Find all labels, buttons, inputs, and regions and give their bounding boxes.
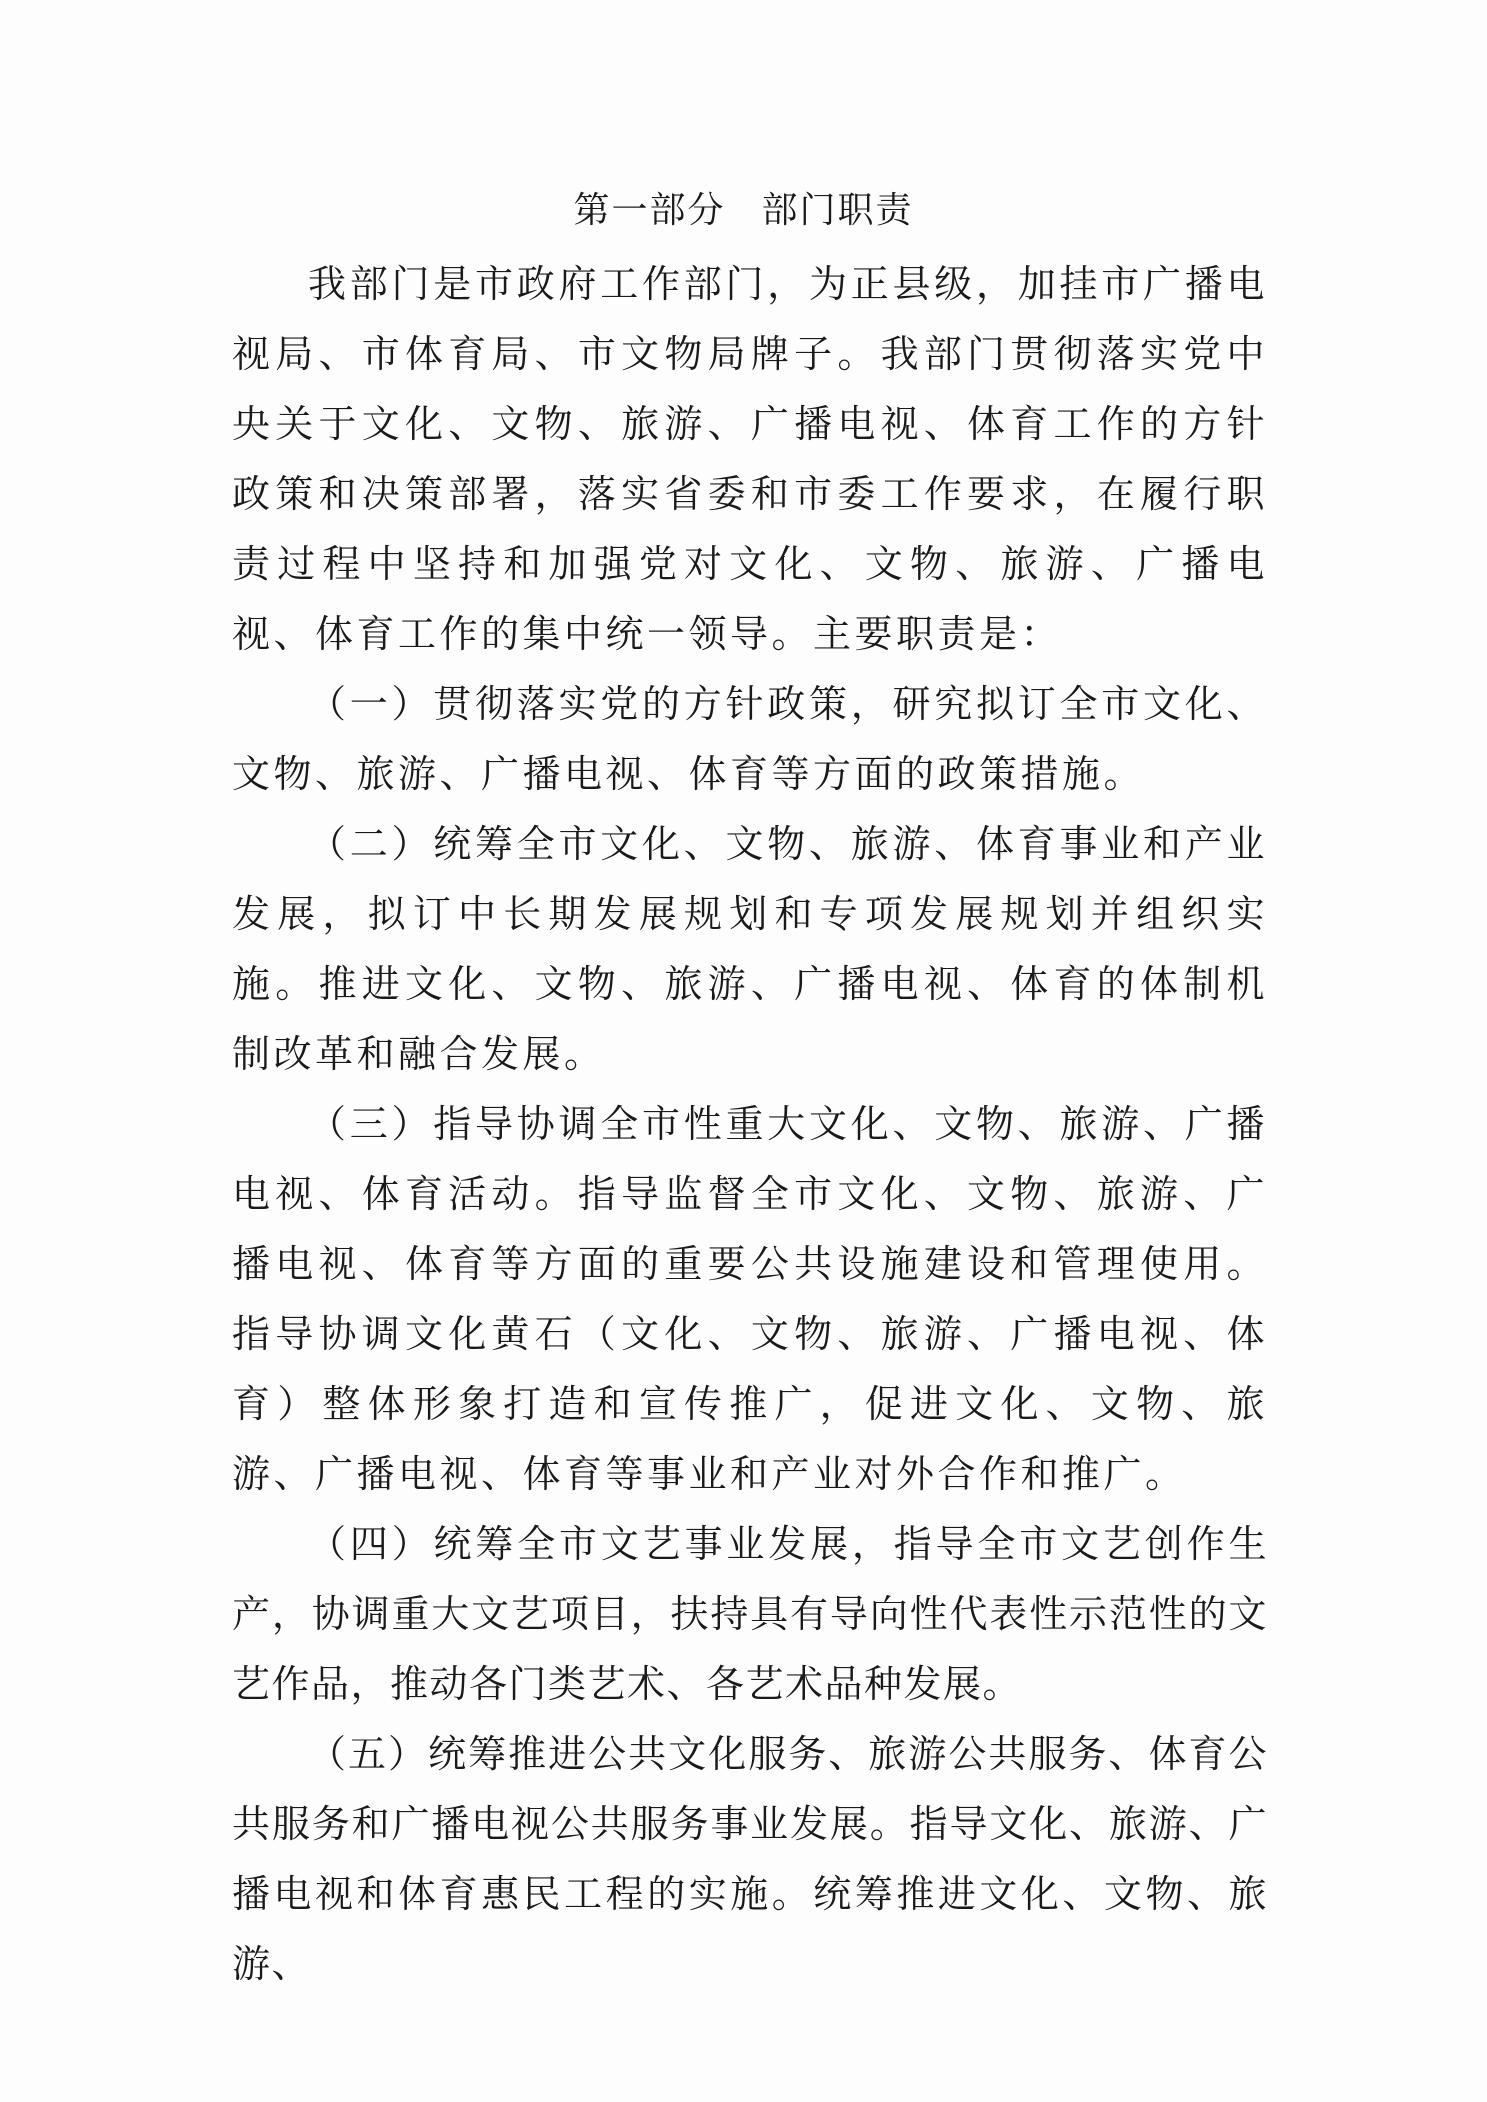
heading-part-number: 第一部分 [573,190,726,231]
paragraph-item-4: （四）统筹全市文艺事业发展，指导全市文艺创作生产，协调重大文艺项目，扶持具有导向性代表性示范性的文艺作品，推动各门类艺术、各艺术品种发展。 [232,1522,1268,1706]
heading-section-name: 部门职责 [761,190,914,231]
paragraph-item-2: （二）统筹全市文化、文物、旅游、体育事业和产业发展，拟订中长期发展规划和专项发展规划并组织实施。推进文化、文物、旅游、广播电视、体育的体制机制改革和融合发展。 [232,822,1268,1076]
paragraph-item-3: （三）指导协调全市性重大文化、文物、旅游、广播电视、体育活动。指导监督全市文化、文物、旅游、广播电视、体育等方面的重要公共设施建设和管理使用。指导协调文化黄石（文化、文物、旅游、广播电视、体育）整体形象打造和宣传推广，促进文化、文物、旅游、广播电视、体育等事业和产业对外合作和推广。 [232,1102,1268,1496]
paragraph-item-1: （一）贯彻落实党的方针政策，研究拟订全市文化、文物、旅游、广播电视、体育等方面的政策措施。 [232,682,1268,796]
paragraph-item-5: （五）统筹推进公共文化服务、旅游公共服务、体育公共服务和广播电视公共服务事业发展。指导文化、旅游、广播电视和体育惠民工程的实施。统筹推进文化、文物、旅游、 [232,1732,1268,1986]
document-body [232,249,1268,1999]
page-title [0,186,1487,236]
paragraph-intro: 我部门是市政府工作部门，为正县级，加挂市广播电视局、市体育局、市文物局牌子。我部门贯彻落实党中央关于文化、文物、旅游、广播电视、体育工作的方针政策和决策部署，落实省委和市委工作要求，在履行职责过程中坚持和加强党对文化、文物、旅游、广播电视、体育工作的集中统一领导。主要职责是： [232,262,1268,656]
